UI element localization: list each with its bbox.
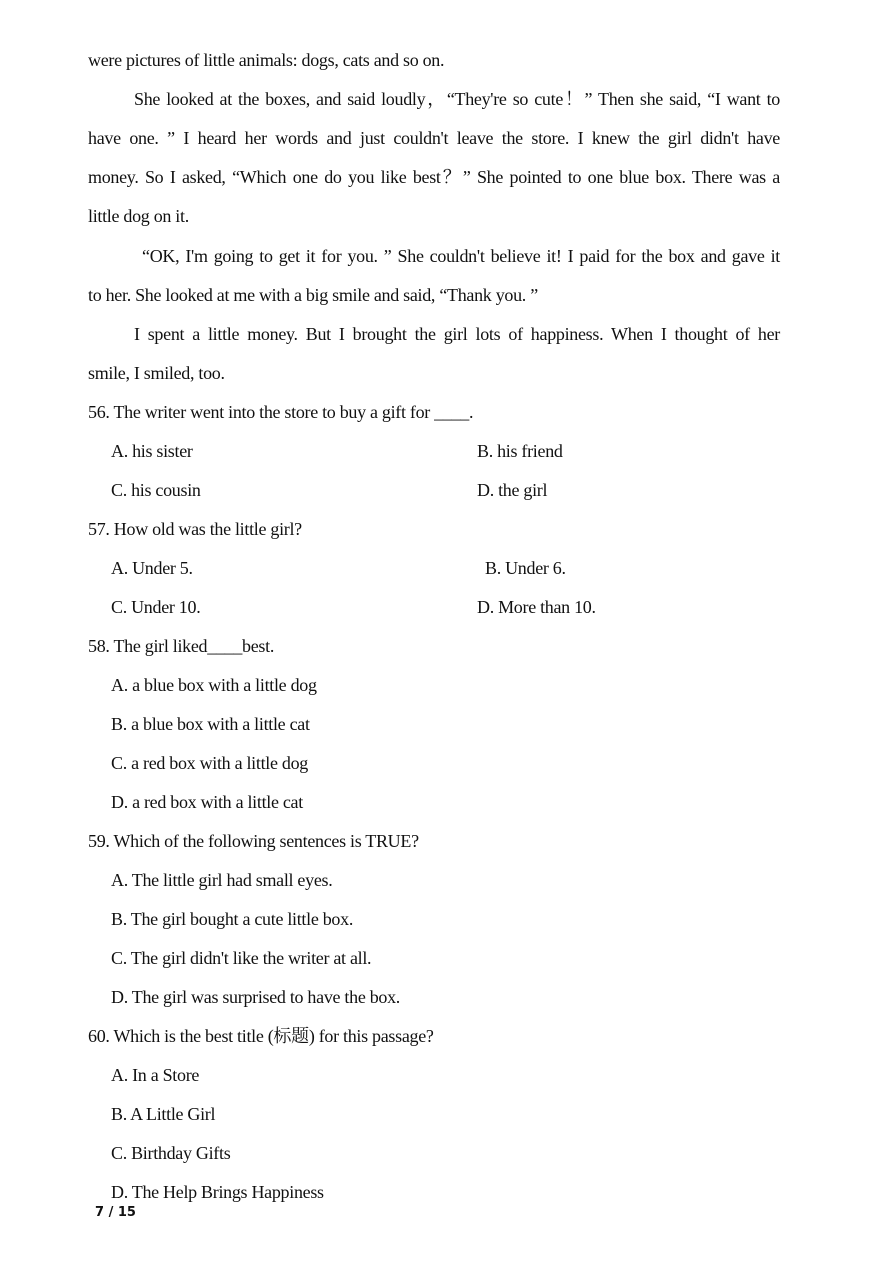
passage-line: She looked at the boxes, and said loudly，“They're so cute！” Then she said, “I want to	[134, 89, 780, 109]
question-stem: 57. How old was the little girl?	[88, 519, 302, 539]
option-d: D. More than 10.	[477, 597, 596, 617]
question-stem: 59. Which of the following sentences is TRUE?	[88, 831, 419, 851]
passage-line: little dog on it.	[88, 206, 189, 226]
option-c: C. The girl didn't like the writer at all.	[111, 948, 372, 968]
option-a: A. In a Store	[111, 1065, 200, 1085]
option-b: B. The girl bought a cute little box.	[111, 909, 354, 929]
passage-line: money. So I asked, “Which one do you like best？” She pointed to one blue box. There was a	[88, 167, 780, 187]
option-c: C. a red box with a little dog	[111, 753, 308, 773]
option-b: B. his friend	[477, 441, 563, 461]
option-d: D. The girl was surprised to have the box.	[111, 987, 401, 1007]
option-d: D. The Help Brings Happiness	[111, 1182, 324, 1202]
option-c: C. Under 10.	[111, 597, 201, 617]
option-d: D. a red box with a little cat	[111, 792, 303, 812]
question-stem: 56. The writer went into the store to buy a gift for ____.	[88, 402, 474, 422]
option-d: D. the girl	[477, 480, 548, 500]
page-number: 7 / 15	[95, 1205, 136, 1220]
option-a: A. The little girl had small eyes.	[111, 870, 333, 890]
option-c: C. Birthday Gifts	[111, 1143, 231, 1163]
passage-line: to her. She looked at me with a big smile and said, “Thank you. ”	[88, 285, 538, 305]
question-stem: 58. The girl liked____best.	[88, 636, 275, 656]
question-stem: 60. Which is the best title (标题) for this passage?	[88, 1026, 434, 1046]
option-a: A. a blue box with a little dog	[111, 675, 317, 695]
option-b: B. a blue box with a little cat	[111, 714, 310, 734]
option-b: B. Under 6.	[485, 558, 566, 578]
passage-line: “OK, I'm going to get it for you. ” She couldn't believe it! I paid for the box and gave it	[142, 246, 780, 266]
option-c: C. his cousin	[111, 480, 201, 500]
option-a: A. Under 5.	[111, 558, 193, 578]
passage-line: I spent a little money. But I brought the girl lots of happiness. When I thought of her	[134, 324, 780, 344]
passage-line: smile, I smiled, too.	[88, 363, 225, 383]
passage-line: were pictures of little animals: dogs, cats and so on.	[88, 50, 445, 70]
option-a: A. his sister	[111, 441, 193, 461]
passage-line: have one. ” I heard her words and just couldn't leave the store. I knew the girl didn't have	[88, 128, 780, 148]
option-b: B. A Little Girl	[111, 1104, 216, 1124]
